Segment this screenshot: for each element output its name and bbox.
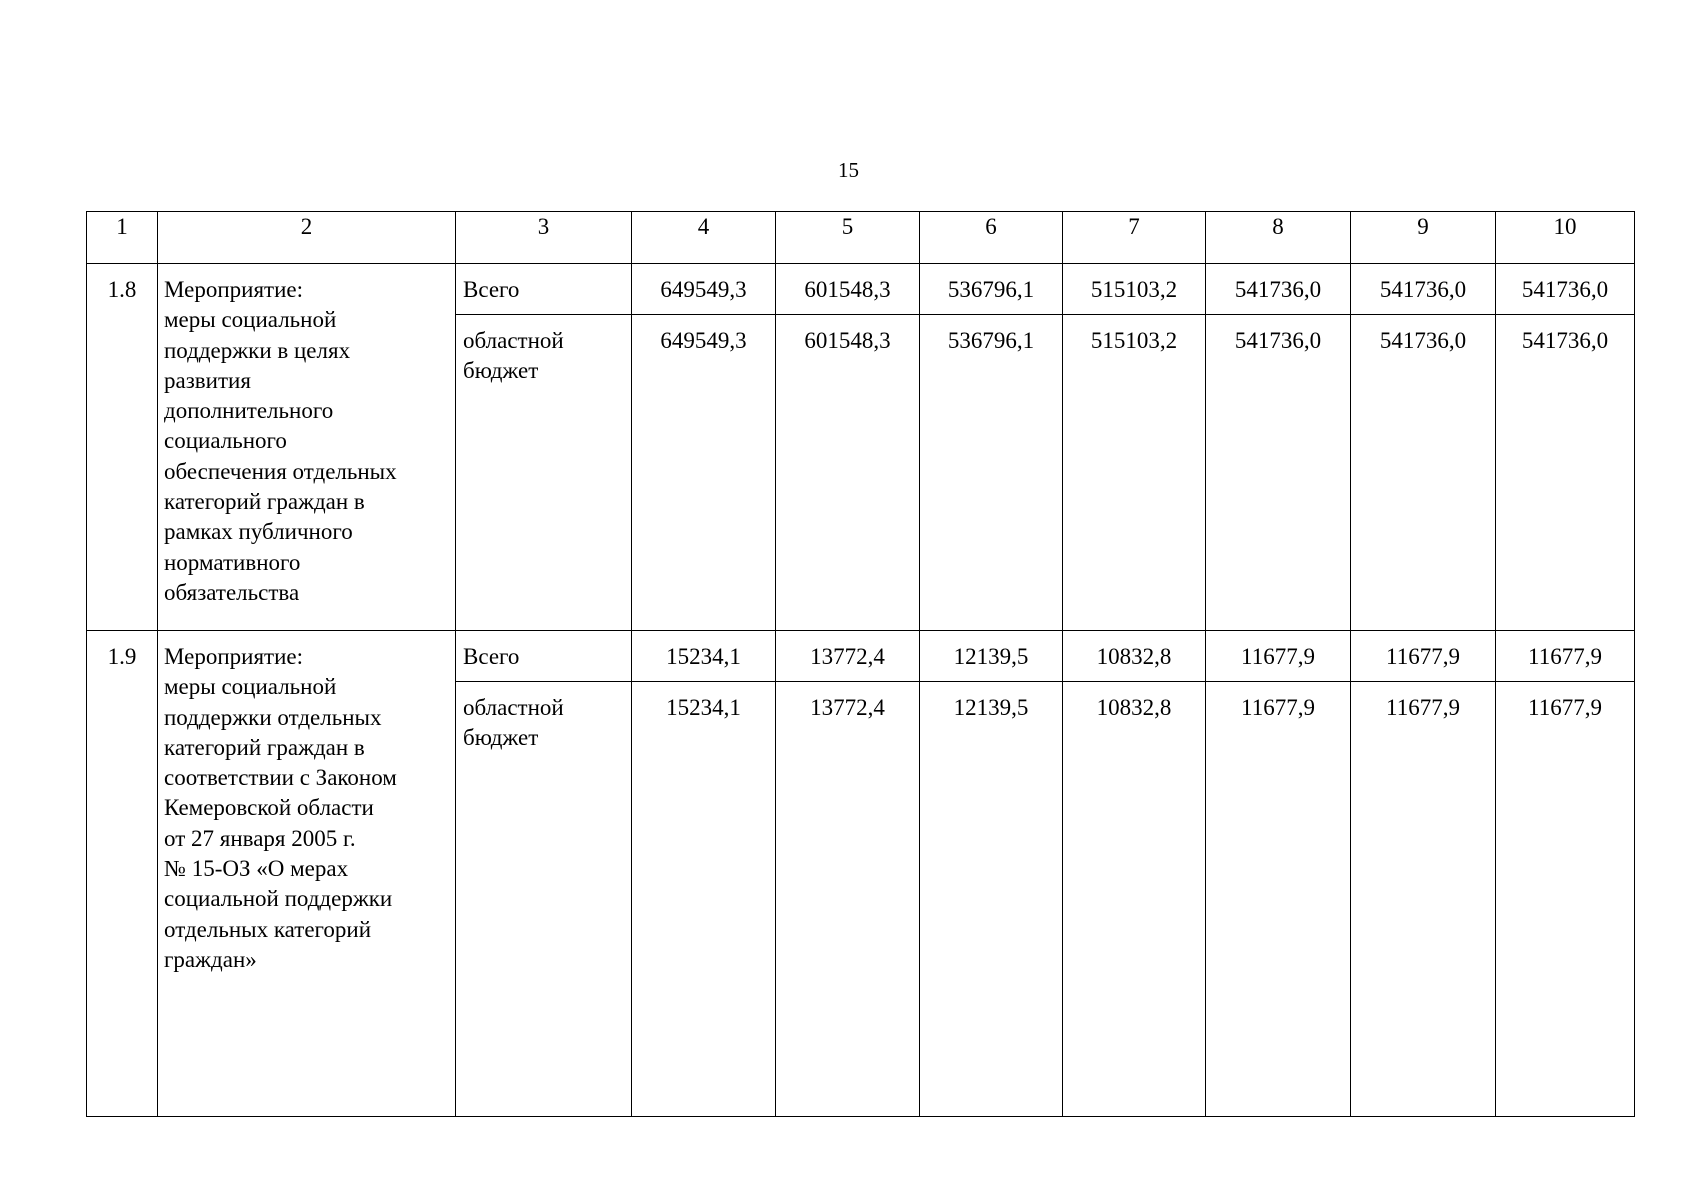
measure-title: Мероприятие: [164, 277, 304, 302]
value-cell: 541736,0 [1351, 315, 1496, 631]
value-cell: 649549,3 [632, 264, 776, 315]
value-cell: 12139,5 [920, 631, 1063, 682]
funding-source-line: бюджет [463, 725, 539, 751]
page-number: 15 [838, 158, 859, 182]
funding-source-total: Всего [456, 264, 632, 315]
measure-name-line: развития [164, 367, 251, 393]
measure-name-line: соответствии с Законом [164, 765, 397, 791]
funding-source-line: областной [463, 328, 564, 353]
value-cell: 11677,9 [1351, 631, 1496, 682]
value-cell: 13772,4 [776, 682, 920, 1117]
table-row [87, 264, 1635, 315]
value-cell: 11677,9 [1496, 682, 1635, 1117]
value-cell: 11677,9 [1496, 631, 1635, 682]
value-cell: 10832,8 [1063, 682, 1206, 1117]
value-cell: 601548,3 [776, 264, 920, 315]
value-cell: 601548,3 [776, 315, 920, 631]
column-header: 5 [776, 212, 920, 264]
funding-source-regional-budget [456, 682, 632, 1117]
value-cell: 541736,0 [1351, 264, 1496, 315]
value-cell: 10832,8 [1063, 631, 1206, 682]
measure-name-line: поддержки в целях [164, 337, 351, 363]
value-cell: 536796,1 [920, 315, 1063, 631]
value-cell: 12139,5 [920, 682, 1063, 1117]
value-cell: 11677,9 [1206, 631, 1351, 682]
column-header: 10 [1496, 212, 1635, 264]
column-header: 2 [158, 212, 456, 264]
measure-name-line: граждан» [164, 946, 257, 972]
value-cell: 15234,1 [632, 682, 776, 1117]
measure-name-line: меры социальной [164, 674, 337, 700]
value-cell: 15234,1 [632, 631, 776, 682]
measure-name-line: социального [164, 428, 287, 454]
financing-table [86, 211, 1635, 1117]
row-number: 1.9 [87, 631, 158, 1117]
funding-source-regional-budget [456, 315, 632, 631]
row-number: 1.8 [87, 264, 158, 631]
measure-name-line: поддержки отдельных [164, 704, 382, 730]
column-header: 6 [920, 212, 1063, 264]
value-cell: 649549,3 [632, 315, 776, 631]
measure-name-line: обязательства [164, 579, 300, 605]
column-header: 8 [1206, 212, 1351, 264]
measure-name-line: нормативного [164, 549, 301, 575]
value-cell: 541736,0 [1496, 315, 1635, 631]
measure-description [158, 264, 456, 631]
value-cell: 541736,0 [1206, 264, 1351, 315]
header-row [87, 212, 1635, 264]
measure-description [158, 631, 456, 1117]
column-header: 1 [87, 212, 158, 264]
column-header: 7 [1063, 212, 1206, 264]
measure-name-line: меры социальной [164, 307, 337, 333]
value-cell: 536796,1 [920, 264, 1063, 315]
measure-name-line: отдельных категорий [164, 916, 372, 942]
table-row [87, 631, 1635, 682]
measure-name-line: № 15-ОЗ «О мерах [164, 856, 349, 882]
value-cell: 11677,9 [1351, 682, 1496, 1117]
value-cell: 515103,2 [1063, 264, 1206, 315]
measure-name-line: дополнительного [164, 398, 334, 424]
measure-name-line: категорий граждан в [164, 489, 365, 515]
value-cell: 515103,2 [1063, 315, 1206, 631]
value-cell: 541736,0 [1206, 315, 1351, 631]
value-cell: 11677,9 [1206, 682, 1351, 1117]
measure-name-line: рамках публичного [164, 519, 353, 545]
measure-name-line: Кемеровской области [164, 795, 374, 821]
funding-source-line: областной [463, 695, 564, 720]
funding-source-total: Всего [456, 631, 632, 682]
value-cell: 541736,0 [1496, 264, 1635, 315]
column-header: 3 [456, 212, 632, 264]
value-cell: 13772,4 [776, 631, 920, 682]
measure-name-line: социальной поддержки [164, 886, 393, 912]
measure-name-line: обеспечения отдельных [164, 458, 397, 484]
measure-name-line: категорий граждан в [164, 734, 365, 760]
measure-name-line: от 27 января 2005 г. [164, 825, 356, 851]
column-header: 9 [1351, 212, 1496, 264]
measure-title: Мероприятие: [164, 644, 304, 669]
funding-source-line: бюджет [463, 358, 539, 384]
column-header: 4 [632, 212, 776, 264]
